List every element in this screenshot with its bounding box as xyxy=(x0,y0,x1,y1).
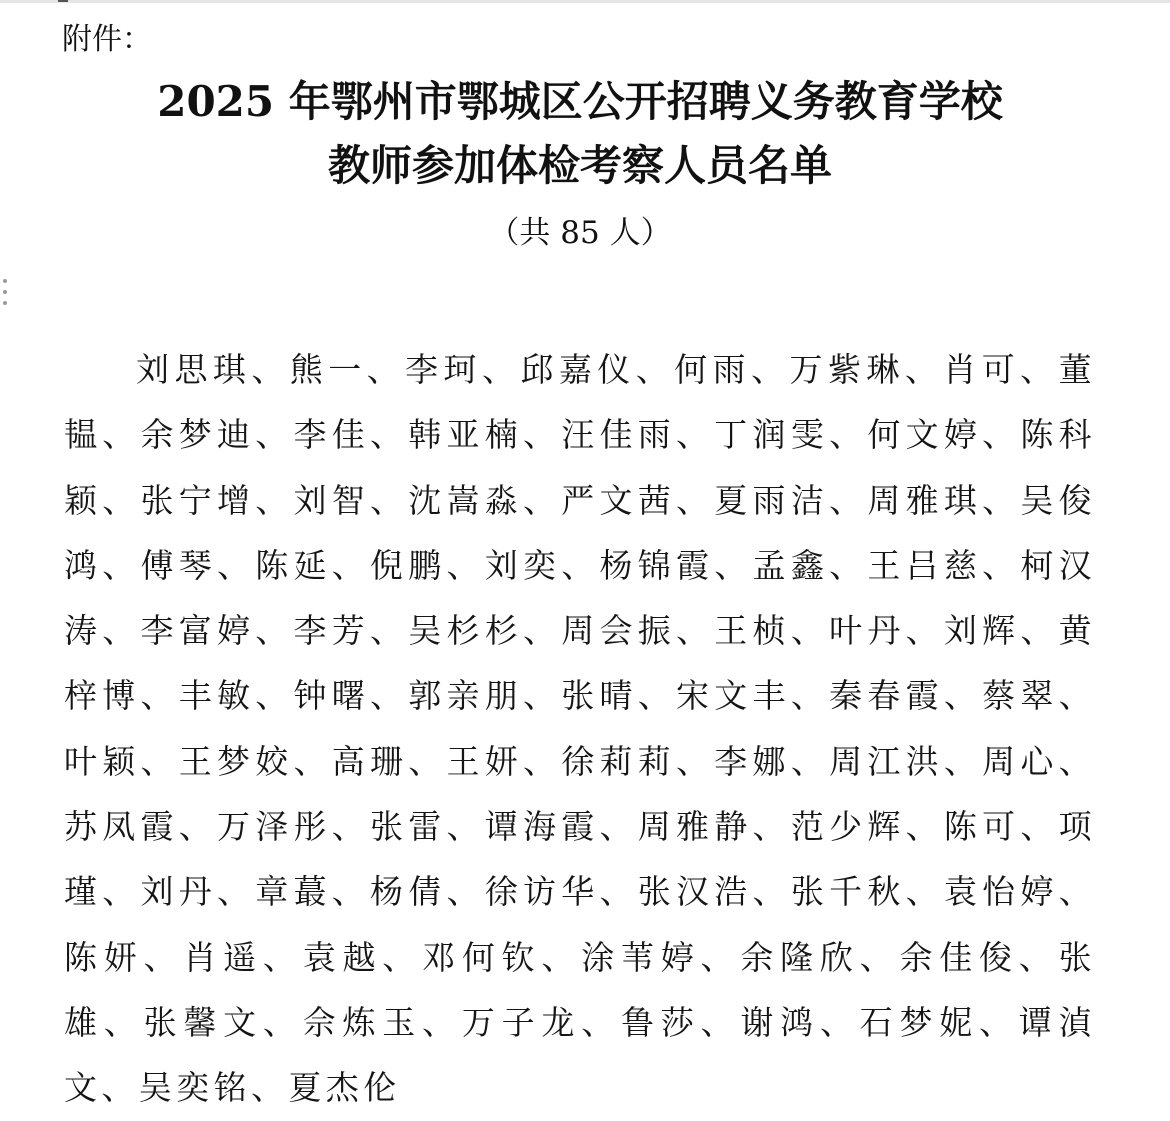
handle-dot xyxy=(3,279,7,283)
candidate-count: （共 85 人） xyxy=(488,215,672,251)
title-line-2: 教师参加体检考察人员名单 xyxy=(327,141,832,190)
title-line-1: 2025 年鄂州市鄂城区公开招聘义务教育学校 xyxy=(157,77,1003,126)
top-border xyxy=(0,0,1170,3)
top-scroll-mark xyxy=(58,0,68,2)
candidate-name-list: 刘思琪、熊一、李珂、邱嘉仪、何雨、万紫琳、肖可、董韫、余梦迪、李佳、韩亚楠、汪佳雨、丁润雯、何文婷、陈科颖、张宁增、刘智、沈嵩淼、严文茜、夏雨洁、周雅琪、吴俊鸿、傅琴、陈延、倪鹏、刘奕、杨锦霞、孟鑫、王吕慈、柯汉涛、李富婷、李芳、吴杉杉、周会振、王桢、叶丹、刘辉、黄梓博、丰敏、钟曙、郭亲朋、张晴、宋文丰、秦春霞、蔡翠、叶颖、王梦姣、高珊、王妍、徐莉莉、李娜、周江洪、周心、苏凤霞、万泽彤、张雷、谭海霞、周雅静、范少辉、陈可、项瑾、刘丹、章蕞、杨倩、徐访华、张汉浩、张千秋、袁怡婷、陈妍、肖遥、袁越、邓何钦、涂苇婷、余隆欣、余佳俊、张雄、张馨文、佘炼玉、万子龙、鲁莎、谢鸿、石梦妮、谭湞文、吴奕铭、夏杰伦 xyxy=(64,350,1096,1108)
drag-handle-icon[interactable] xyxy=(3,279,9,305)
attachment-label: 附件： xyxy=(62,22,152,57)
handle-dot xyxy=(3,290,7,294)
document-title xyxy=(0,70,1160,198)
handle-dot xyxy=(3,301,7,305)
